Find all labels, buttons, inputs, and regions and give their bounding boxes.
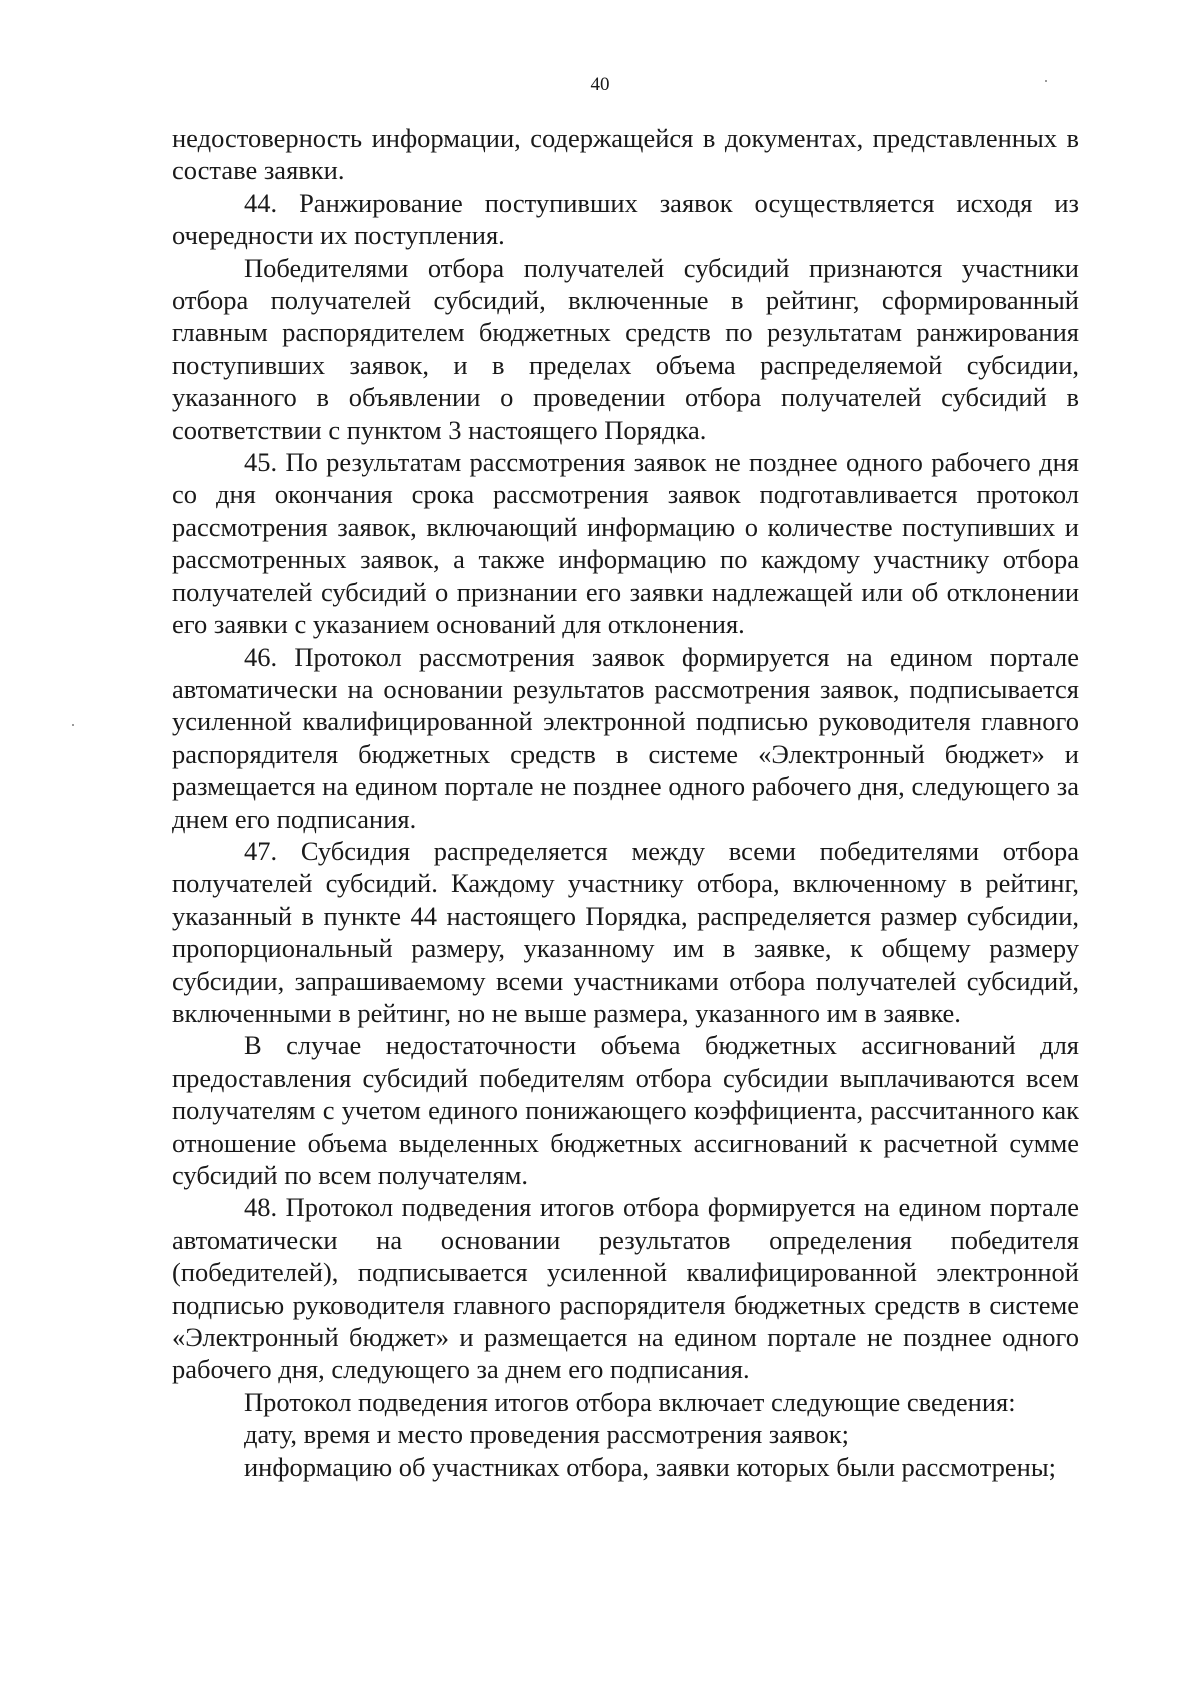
paragraph-winners-definition: Победителями отбора получателей субсидий признаются участники отбора получателей субсидий, включенные в рейтинг, сформированный главным распорядителем бюджетных средств по результатам ранжирования поступивших заявок, и в пределах объема распределяемой субсидии, указанного в объявлении о проведении отбора получателей субсидий в соответствии с пунктом 3 настоящего Порядка. (172, 252, 1079, 445)
paragraph-clause-47: 47. Субсидия распределяется между всеми победителями отбора получателей субсидий. Каждому участнику отбора, включенному в рейтинг, указанный в пункте 44 настоящего Порядка, распределяется размер субсидии, пропорциональный размеру, указанному им в заявке, к общему размеру субсидии, запрашиваемому всеми участниками отбора получателей субсидий, включенными в рейтинг, но не выше размера, указанного им в заявке. (172, 835, 1079, 1028)
paragraph-clause-48: 48. Протокол подведения итогов отбора формируется на едином портале автоматически на основании результатов определения победителя (победителей), подписывается усиленной квалифицированной электронной подписью руководителя главного распорядителя бюджетных средств в системе «Электронный бюджет» и размещается на едином портале не позднее одного рабочего дня, следующего за днем его подписания. (172, 1192, 1079, 1385)
paragraph-continuation: недостоверность информации, содержащейся в документах, представленных в составе заявки. (172, 123, 1079, 186)
paragraph-clause-46: 46. Протокол рассмотрения заявок формируется на едином портале автоматически на основании результатов рассмотрения заявок, подписывается усиленной квалифицированной электронной подписью руководителя главного распорядителя бюджетных средств в системе «Электронный бюджет» и размещается на едином портале не позднее одного рабочего дня, следующего за днем его подписания. (172, 641, 1079, 834)
paragraph-clause-44: 44. Ранжирование поступивших заявок осуществляется исходя из очередности их поступления. (172, 187, 1079, 251)
paragraph-protocol-contents: Протокол подведения итогов отбора включает следующие сведения: (244, 1386, 1016, 1417)
paragraph-clause-45: 45. По результатам рассмотрения заявок не позднее одного рабочего дня со дня окончания срока рассмотрения заявок подготавливается протокол рассмотрения заявок, включающий информацию о количестве поступивших и рассмотренных заявок, а также информацию по каждому участнику отбора получателей субсидий о признании его заявки надлежащей или об отклонении его заявки с указанием оснований для отклонения. (172, 447, 1079, 640)
scan-speck (1045, 80, 1047, 82)
page-number: 40 (590, 74, 610, 95)
list-item-date-time-place: дату, время и место проведения рассмотрения заявок; (244, 1419, 850, 1450)
scan-speck (72, 724, 74, 726)
list-item-participants-info: информацию об участниках отбора, заявки которых были рассмотрены; (244, 1451, 1057, 1482)
document-body (172, 122, 1079, 1483)
paragraph-insufficient-funds: В случае недостаточности объема бюджетных ассигнований для предоставления субсидий победителям отбора субсидии выплачиваются всем получателям с учетом единого понижающего коэффициента, рассчитанного как отношение объема выделенных бюджетных ассигнований к расчетной сумме субсидий по всем получателям. (172, 1030, 1079, 1190)
